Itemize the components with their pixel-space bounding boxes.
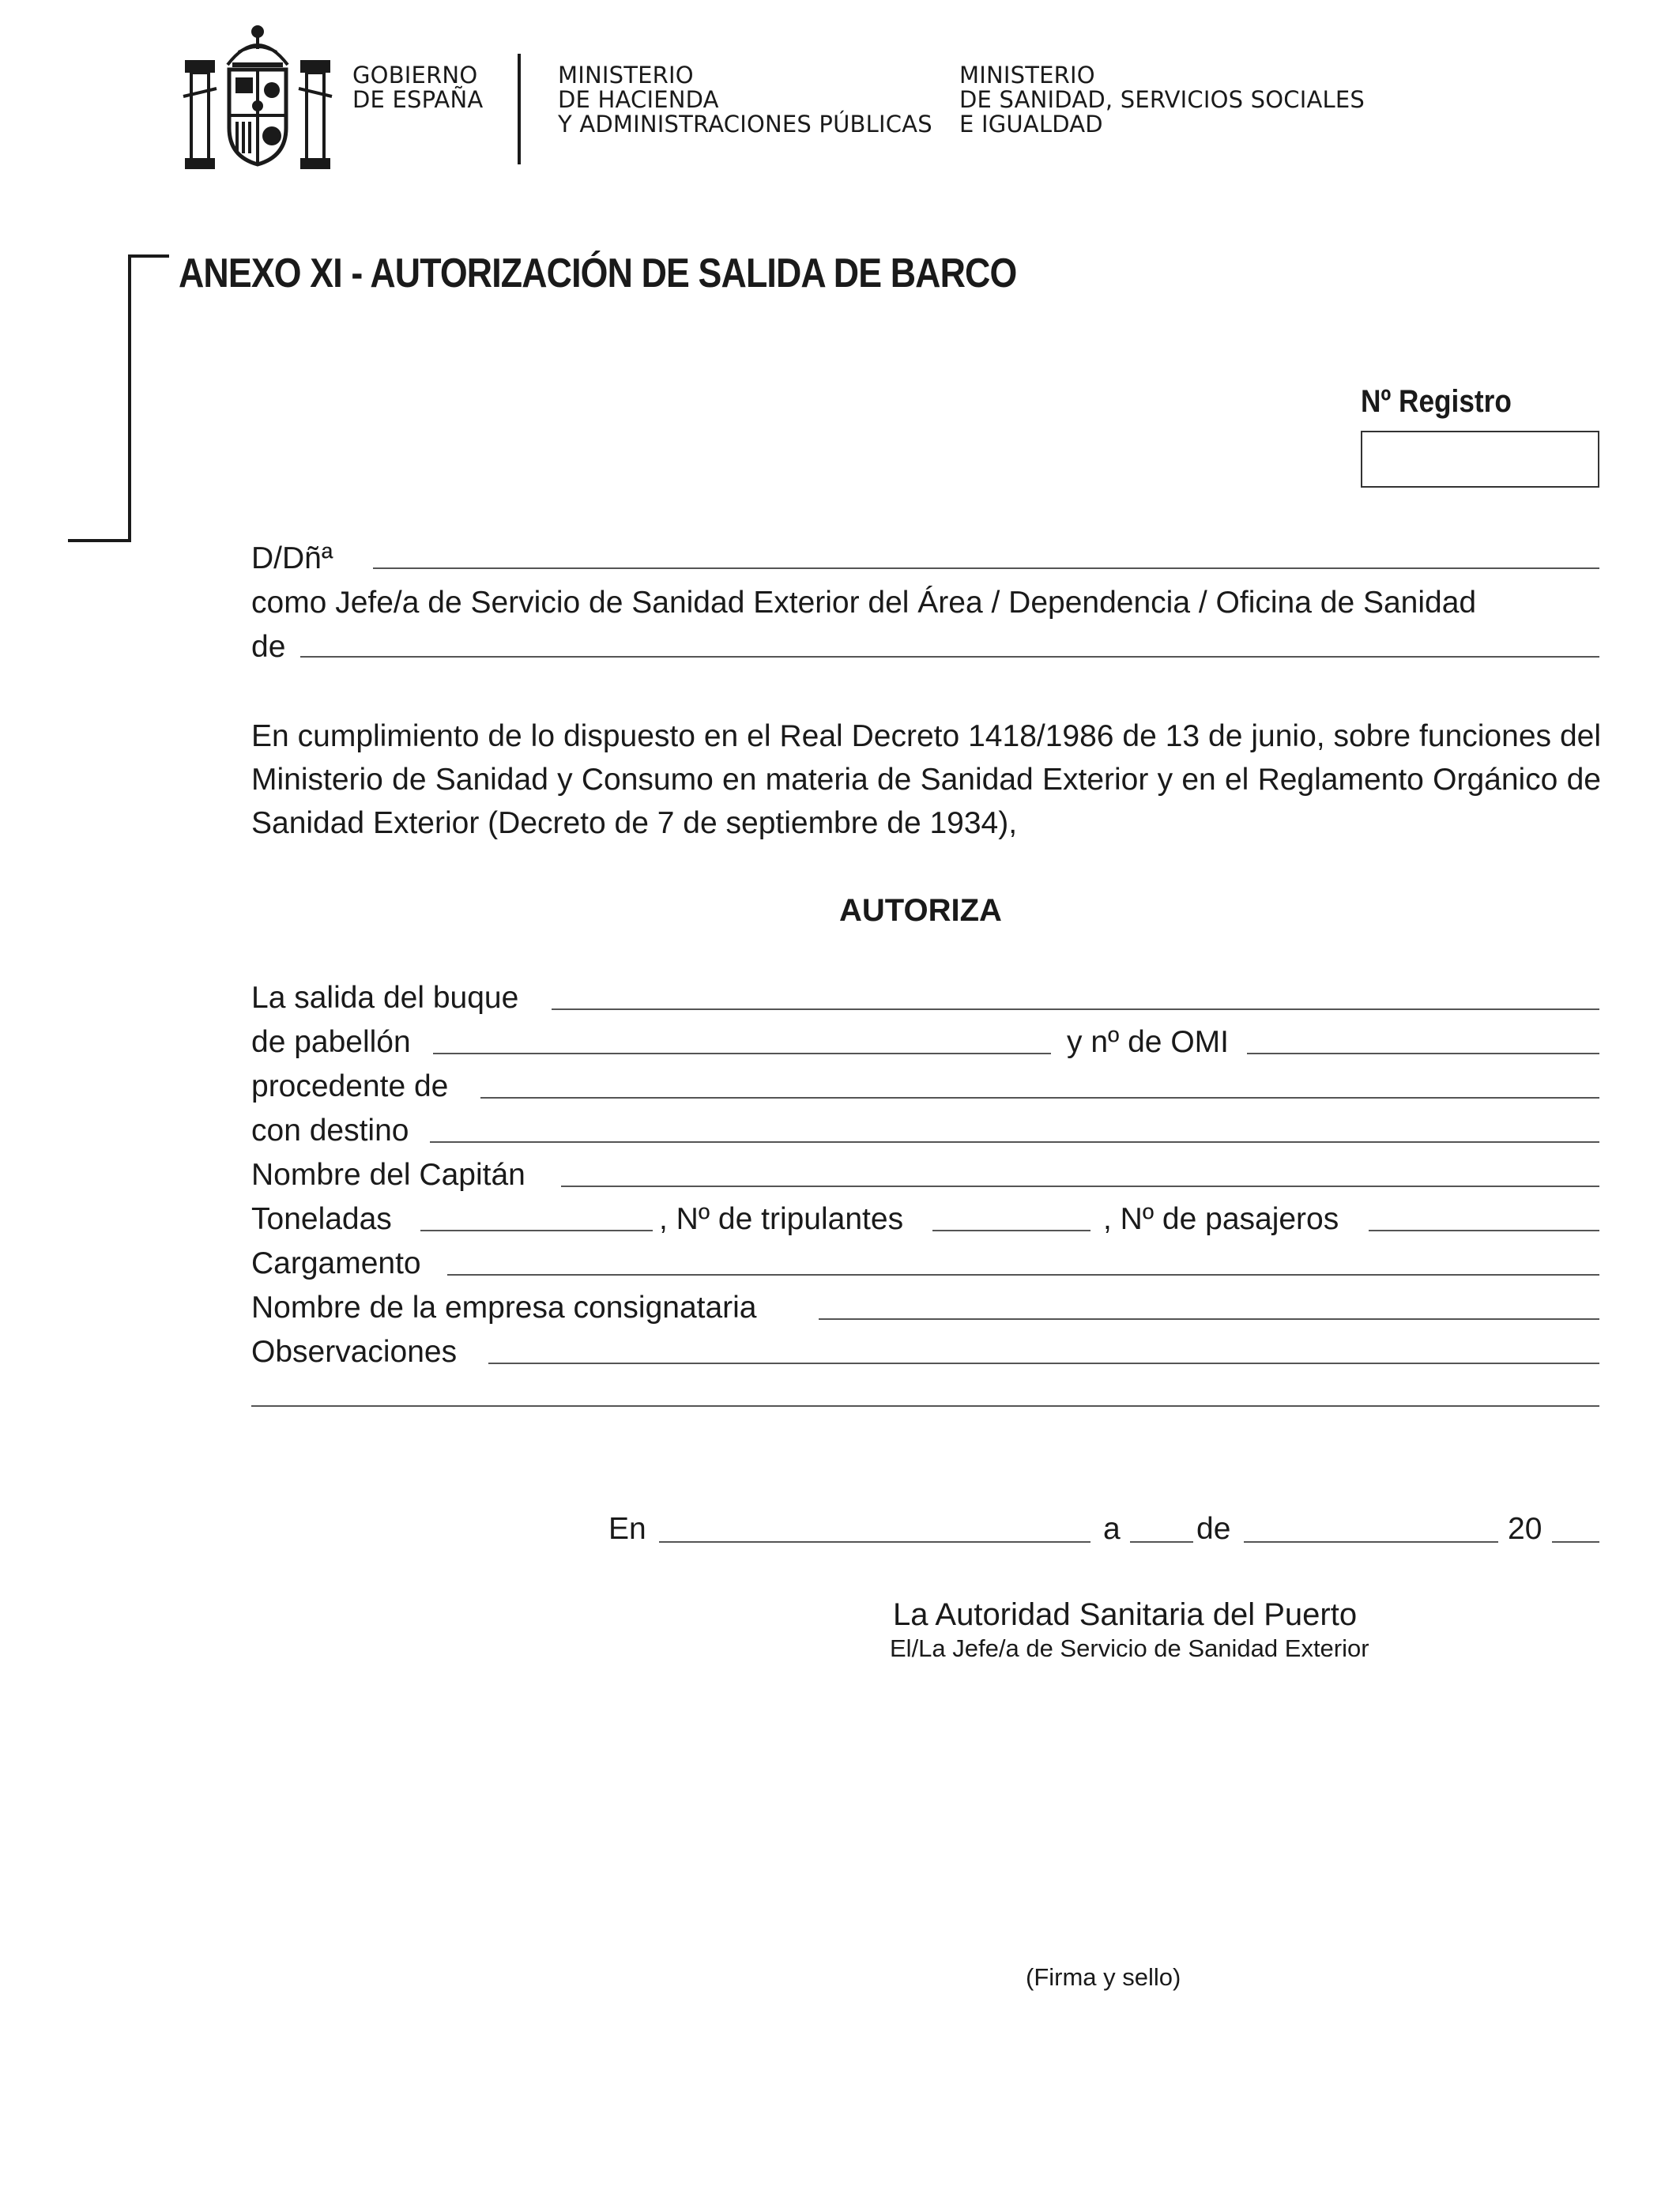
document-title: ANEXO XI - AUTORIZACIÓN DE SALIDA DE BARCO <box>179 251 1017 296</box>
cargamento-field-line[interactable] <box>447 1274 1599 1276</box>
empresa-label: Nombre de la empresa consignataria <box>251 1291 757 1325</box>
legal-paragraph-text: En cumplimiento de lo dispuesto en el Real Decreto 1418/1986 de 13 de junio, sobre funciones del Ministerio de Sanidad y Consumo en materia de Sanidad Exterior y en el Reglamento Orgánico de Sanidad Exterior (Decreto de 7 de septiembre de 1934), <box>251 719 1601 840</box>
gobierno-de-espana <box>352 63 483 112</box>
min1-line-3: Y ADMINISTRACIONES PÚBLICAS <box>558 111 932 138</box>
firma-sello-label: (Firma y sello) <box>1026 1963 1181 1991</box>
min1-line-2: DE HACIENDA <box>558 86 719 113</box>
authority-subtitle: El/La Jefe/a de Servicio de Sanidad Exterior <box>890 1634 1369 1662</box>
pasajeros-field-line[interactable] <box>1369 1230 1599 1231</box>
date-en-label: En <box>608 1512 646 1546</box>
registro-input-box[interactable] <box>1361 431 1599 488</box>
corner-bracket-top <box>128 254 169 258</box>
toneladas-field-line[interactable] <box>420 1230 653 1231</box>
min2-line-2: DE SANIDAD, SERVICIOS SOCIALES <box>959 86 1365 113</box>
de-field-line[interactable] <box>300 656 1599 658</box>
buque-label: La salida del buque <box>251 981 519 1015</box>
dd-label: D/Dñª <box>251 541 333 575</box>
destino-label: con destino <box>251 1114 409 1148</box>
jefe-line: como Jefe/a de Servicio de Sanidad Exterior del Área / Dependencia / Oficina de Sanidad <box>251 586 1477 620</box>
date-month-line[interactable] <box>1244 1541 1498 1543</box>
legal-paragraph <box>251 714 1601 845</box>
ministerio-sanidad <box>959 63 1365 137</box>
de-label: de <box>251 630 286 664</box>
omi-label: y nº de OMI <box>1067 1025 1229 1059</box>
observaciones-label: Observaciones <box>251 1335 458 1369</box>
date-de-label: de <box>1196 1512 1231 1546</box>
authority-title: La Autoridad Sanitaria del Puerto <box>893 1597 1358 1632</box>
date-year-prefix: 20 <box>1508 1512 1543 1546</box>
capitan-label: Nombre del Capitán <box>251 1158 525 1192</box>
min1-line-1: MINISTERIO <box>558 62 694 89</box>
toneladas-label: Toneladas <box>251 1202 392 1236</box>
buque-field-line[interactable] <box>552 1008 1599 1010</box>
procedente-field-line[interactable] <box>480 1097 1599 1099</box>
autoriza-heading: AUTORIZA <box>839 893 1002 928</box>
pabellon-label: de pabellón <box>251 1025 411 1059</box>
procedente-label: procedente de <box>251 1069 449 1103</box>
gov-line-1: GOBIERNO <box>352 62 478 89</box>
dd-field-line[interactable] <box>373 567 1599 569</box>
date-year-line[interactable] <box>1552 1541 1599 1543</box>
date-a-label: a <box>1103 1512 1121 1546</box>
pasajeros-label: , Nº de pasajeros <box>1103 1202 1339 1236</box>
tripulantes-label: , Nº de tripulantes <box>659 1202 904 1236</box>
min2-line-3: E IGUALDAD <box>959 111 1103 138</box>
empresa-field-line[interactable] <box>819 1318 1599 1320</box>
tripulantes-field-line[interactable] <box>932 1230 1090 1231</box>
corner-bracket-vertical <box>128 254 131 542</box>
destino-field-line[interactable] <box>430 1141 1599 1143</box>
pabellon-field-line[interactable] <box>433 1053 1051 1054</box>
registro-label: Nº Registro <box>1361 384 1512 419</box>
date-place-line[interactable] <box>659 1541 1090 1543</box>
omi-field-line[interactable] <box>1247 1053 1599 1054</box>
spain-coat-of-arms-icon <box>180 17 335 172</box>
capitan-field-line[interactable] <box>561 1186 1599 1187</box>
date-day-line[interactable] <box>1130 1541 1193 1543</box>
header-divider <box>518 54 521 164</box>
gov-line-2: DE ESPAÑA <box>352 86 484 113</box>
corner-bracket-bottom <box>68 539 131 542</box>
cargamento-label: Cargamento <box>251 1246 421 1280</box>
min2-line-1: MINISTERIO <box>959 62 1095 89</box>
observaciones-field-line[interactable] <box>488 1363 1599 1364</box>
ministerio-hacienda <box>558 63 932 137</box>
observaciones-extra-line[interactable] <box>251 1405 1599 1407</box>
